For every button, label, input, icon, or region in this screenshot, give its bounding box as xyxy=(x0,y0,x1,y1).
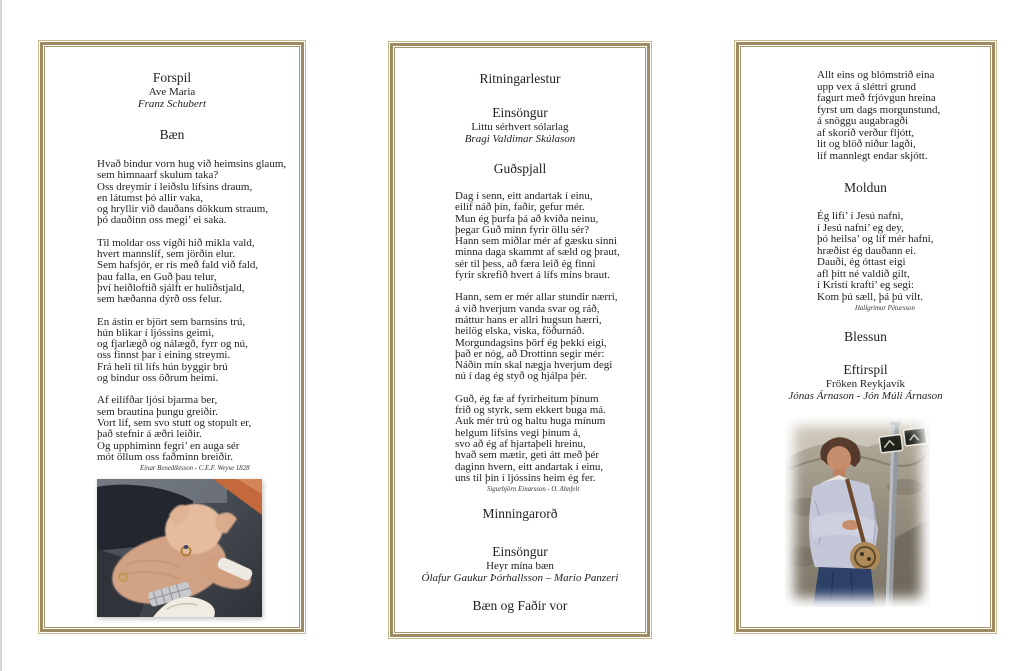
gudspjall-stanza-2: Hann, sem er mér allar stundir nærri, á við hverjum vanda svar og ráð, máttur hans er allri hugsun hærri, heilög elska, viska, föðurnáð. Morgundagsins þörf ég þekki eigi, það er nóg, að Drottinn segir mér: Náðin mín skal nægja hverjum degi nú í dag ég styð og hjálpa þér. xyxy=(455,291,618,383)
baen-stanza-2: Til moldar oss vígði hið mikla vald, hvert mannslíf, sem jörðin elur. Sem hafsjór, er rís með fald við fald, þau falla, en Guð þau telur, því heiðloftið sjálft er huliðstjald, sem hæðanna dýrð oss felur. xyxy=(97,236,259,306)
gudspjall-poem xyxy=(455,191,645,494)
song2-title: Heyr mína bæn xyxy=(486,560,554,573)
heading-gudspjall: Guðspjall xyxy=(493,161,547,176)
baen-stanza-4: Af eilífðar ljósi bjarma ber, sem brautina þungu greiðir. Vort líf, sem svo stutt og stopult er, það stefnir á æðri leiðir. Og upphiminn fegri’ en auga sér mót öllum oss faðminn breiðir. xyxy=(97,394,252,463)
heading-einsongur-2: Einsöngur xyxy=(492,544,548,560)
heading-forspil: Forspil xyxy=(152,70,192,85)
heading-baen: Bæn xyxy=(159,127,185,142)
heading-einsongur-1: Einsöngur xyxy=(492,105,548,120)
forspil-piece-title: Ave Maria xyxy=(148,86,196,98)
opening-stanza: Allt eins og blómstrið eina upp vex á sléttri grund fagurt með frjóvgun hreina fyrst um dags morgunstund, á snöggu augabragði af skorið verður fljótt, lit og blöð niður lagði, líf mannlegt endar skjótt. xyxy=(817,69,941,162)
panel-left xyxy=(38,40,306,634)
clasped-hands-photo xyxy=(97,479,262,617)
portrait-photo xyxy=(785,417,930,607)
song1-title: Littu sérhvert sólarlag xyxy=(471,121,569,133)
forspil-composer: Franz Schubert xyxy=(137,98,207,110)
baen-attribution: Einar Benediktsson - C.E.F. Weyse 1828 xyxy=(140,465,250,473)
page-left-edge xyxy=(0,0,2,671)
heading-ritningarlestur: Ritningarlestur xyxy=(479,71,561,86)
moldun-stanza: Ég lifi’ í Jesú nafni, í Jesú nafni’ eg dey, þó heilsa’ og líf mér hafni, hræðist ég dauðann ei. Dauði, ég óttast eigi afl þitt né valdið gilt, í Kristí krafti’ eg segi: Kom þú sæll, þá þú vilt. xyxy=(817,210,934,303)
song1-credit: Bragi Valdimar Skúlason xyxy=(464,133,576,145)
portrait-by-signpost-illustration xyxy=(785,417,930,607)
moldun-poem xyxy=(817,211,990,313)
eftirspil-song-credit: Jónas Árnason - Jón Múli Árnason xyxy=(788,390,943,402)
opening-poem xyxy=(817,70,990,162)
song2-credit: Ólafur Gaukur Þórhallsson – Mario Panzeri xyxy=(421,572,619,585)
panel-middle-frame xyxy=(390,43,650,637)
gudspjall-stanza-3: Guð, ég fæ af fyrirheitum þínum frið og styrk, sem ekkert buga má. Auk mér trú og haltu huga mínum helgum lífsins vegi þínum á, svo að ég af hjartaþeli hreinu, hvað sem mætir, geti átt með þér daginn hvern, eitt andartak í einu, uns til þín í ljóssins heim ég fer. xyxy=(455,392,606,484)
heading-blessun: Blessun xyxy=(844,329,887,344)
heading-eftirspil: Eftirspil xyxy=(843,362,888,377)
eftirspil-song-title: Fröken Reykjavík xyxy=(825,378,906,390)
panel-right xyxy=(734,40,997,634)
baen-stanza-1: Hvað bindur vorn hug við heimsins glaum, sem himnaarf skulum taka? Oss dreymir í leiðslu lífsins draum, en látumst þó allir vaka, og hryllir við dauðans dökkum straum, þó dauðinn oss megi’ ei saka. xyxy=(97,158,287,227)
panel-right-frame xyxy=(736,42,995,632)
gudspjall-attribution: Sigurbjörn Einarsson - O. Ahnfelt xyxy=(487,486,580,494)
moldun-attribution: Hallgrímur Pétursson xyxy=(855,305,915,312)
heading-minningarord: Minningarorð xyxy=(482,506,558,522)
panel-left-frame xyxy=(40,42,304,632)
panel-middle xyxy=(388,41,652,639)
baen-stanza-3: En ástin er björt sem barnsins trú, hún blikar í ljóssins geimi, og fjarlægð og nálægð, fyrr og nú, oss finnst þar í eining streymi. Frá heli til lífs hún byggir brú og bindur oss öðrum heimi. xyxy=(97,315,248,385)
heading-moldun: Moldun xyxy=(844,180,887,195)
clasped-hands-illustration xyxy=(97,479,262,617)
baen-poem xyxy=(97,159,299,473)
heading-baen-og-fadir-vor: Bæn og Faðir vor xyxy=(472,598,568,614)
gudspjall-stanza-1: Dag í senn, eitt andartak í einu, eilíf náð þín, faðir, gefur mér. Mun ég þurfa þá að kvíða neinu, þegar Guð minn fyrir öllu sér? Hann sem miðlar mér af gæsku sinni minna daga skammt af sæld og þraut, sér til þess, að færa leið ég finni fyrir skrefið hvert á lífs míns braut. xyxy=(455,190,620,282)
